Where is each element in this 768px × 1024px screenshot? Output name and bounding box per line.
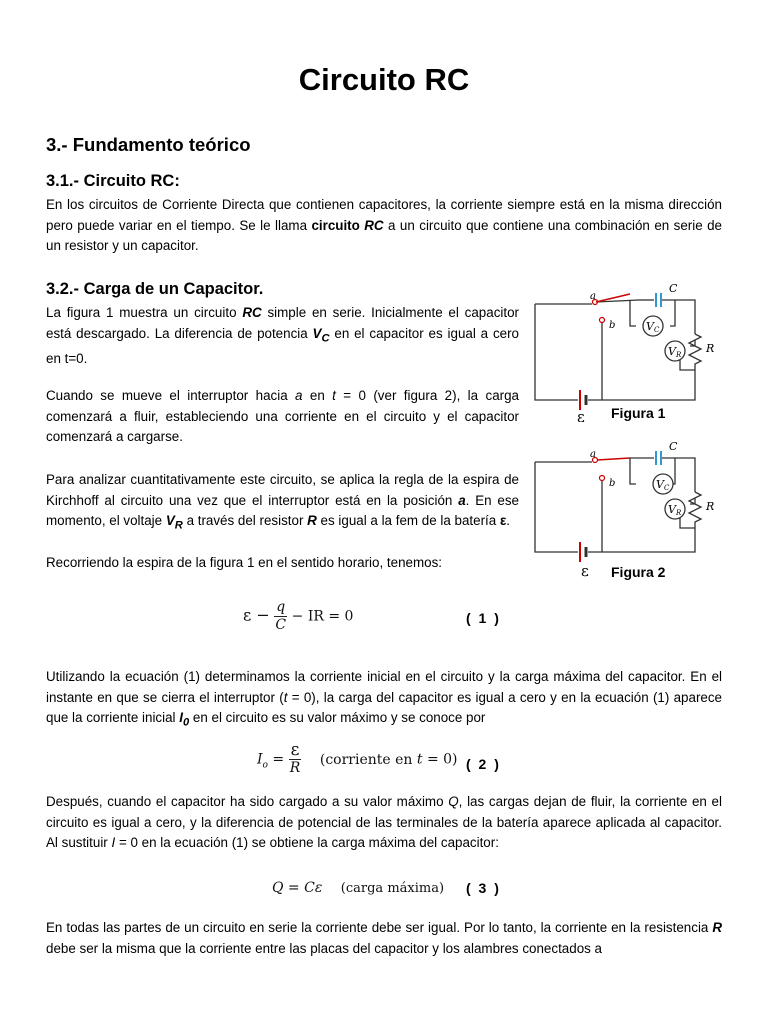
svg-text:VR: VR — [668, 345, 682, 359]
figure-2-caption: Figura 2 — [611, 564, 666, 580]
svg-text:ε: ε — [581, 562, 589, 580]
paragraph-despues: Después, cuando el capacitor ha sido cargado a su valor máximo Q, las cargas dejan de fluir, la corriente en el circuito es igual a cero, y la diferencia de potencial de las terminales de la batería aparece aplicada al capacitor. Al sustituir I = 0 en la ecuación (1) se obtiene la carga máxima del capacitor: — [46, 794, 722, 851]
svg-text:b: b — [609, 478, 616, 489]
section-heading-circuito-rc: 3.1.- Circuito RC: — [46, 172, 180, 190]
paragraph-figura1-intro: La figura 1 muestra un circuito RC simple en serie. Inicialmente el capacitor está descargado. La diferencia de potencia $V_C$ en el capacitor es igual a cero en t=0. — [46, 305, 519, 367]
circuit-diagram-2 — [530, 440, 730, 580]
figure-1 — [530, 282, 730, 422]
equation-3-number: ( 3 ) — [466, 880, 501, 896]
equation-3: Q = Cε (carga máxima) — [272, 880, 445, 896]
paragraph-serie: En todas las partes de un circuito en serie la corriente debe ser igual. Por lo tanto, la corriente en la resistencia R debe ser la misma que la corriente entre las placas del capacitor y los alambres conectados a — [46, 920, 722, 956]
label-emf: ε — [577, 408, 585, 422]
circuit-diagram-1 — [530, 282, 730, 422]
paragraph-ecuacion-1: Utilizando la ecuación (1) determinamos la corriente inicial en el circuito y la carga máxima del capacitor. En el instante en que se cierra el interruptor (t = 0), la carga del capacitor es igual a cero y en la ecuación (1) aparece que la corriente inicial $I_0$ en el circuito es su valor máximo y se conoce por — [46, 669, 722, 730]
switch-blade — [597, 458, 630, 460]
svg-text:a: a — [590, 449, 596, 460]
svg-text:VR: VR — [668, 503, 682, 517]
paragraph-circuito-rc: En los circuitos de Corriente Directa que contienen capacitores, la corriente siempre está en la misma dirección pero puede variar en el tiempo. Se le llama circuito RC a un circuito que contiene una combinación en serie de un resistor y un capacitor. — [46, 197, 722, 254]
svg-text:VC: VC — [656, 478, 670, 492]
paragraph-recorriendo: Recorriendo la espira de la figura 1 en el sentido horario, tenemos: — [46, 555, 442, 570]
svg-text:R: R — [706, 500, 715, 513]
figure-1-caption: Figura 1 — [611, 405, 666, 421]
switch-contact-b — [600, 476, 605, 481]
section-heading-fundamento: 3.- Fundamento teórico — [46, 134, 251, 155]
section-heading-carga: 3.2.- Carga de un Capacitor. — [46, 280, 264, 298]
equation-2-number: ( 2 ) — [466, 756, 501, 772]
equation-2: $I_o$ = $\frac{\varepsilon}{R}$ (corriente en t = 0) — [257, 740, 458, 776]
equation-1-number: ( 1 ) — [466, 610, 501, 626]
label-a: a — [590, 291, 596, 302]
paragraph-kirchhoff: Para analizar cuantitativamente este circuito, se aplica la regla de la espira de Kirchhoff al circuito una vez que el interruptor está en la posición a. En ese momento, el voltaje $V_R$ a través del resistor R es igual a la fem de la batería ε. — [46, 472, 519, 533]
svg-text:VC: VC — [646, 320, 660, 334]
equation-1: ε − $\frac{q}{C}$ − IR = 0 — [243, 599, 354, 633]
page-title: Circuito RC — [298, 62, 470, 97]
label-c: C — [669, 282, 678, 295]
label-r: R — [706, 342, 715, 355]
label-b: b — [609, 320, 616, 331]
paragraph-interruptor: Cuando se mueve el interruptor hacia a en t = 0 (ver figura 2), la carga comenzará a fluir, estableciendo una corriente en el circuito y el capacitor comenzará a cargarse. — [46, 388, 519, 445]
svg-text:C: C — [669, 440, 678, 453]
figure-2 — [530, 440, 730, 585]
switch-contact-b — [600, 318, 605, 323]
